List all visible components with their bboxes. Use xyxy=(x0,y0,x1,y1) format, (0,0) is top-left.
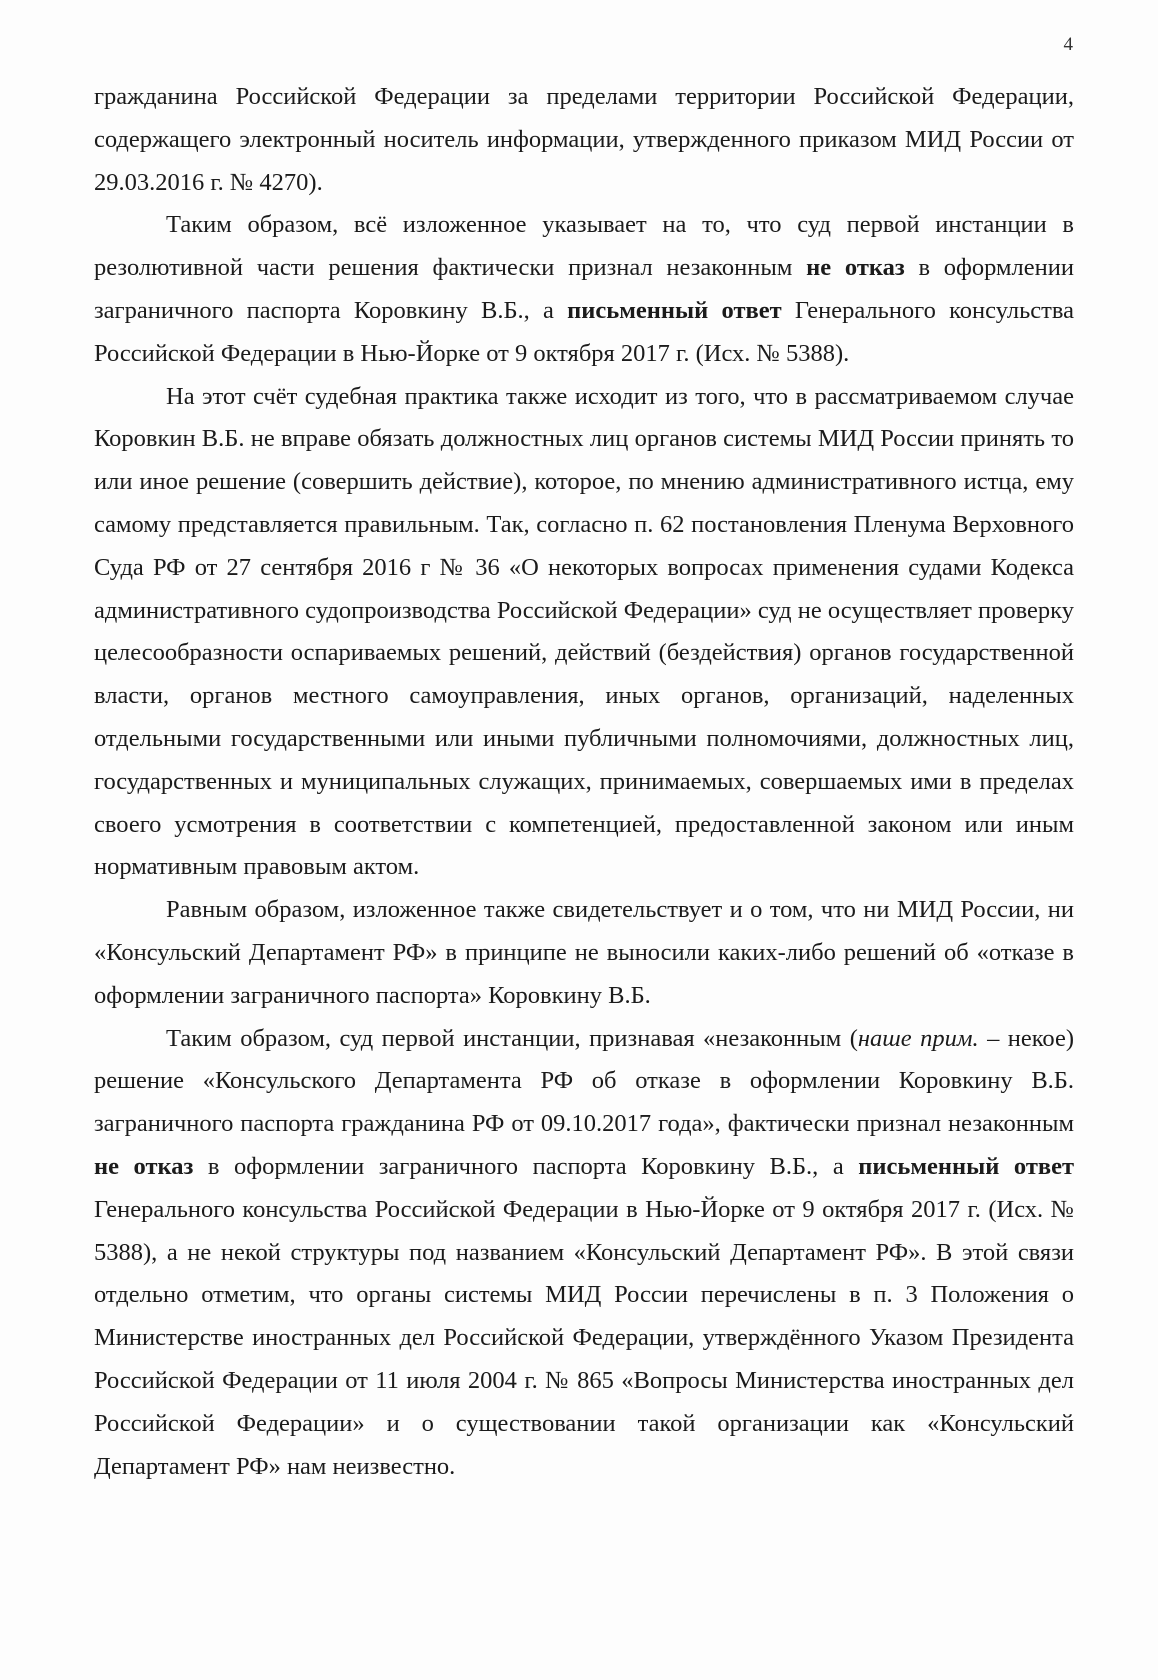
text-run: в оформлении заграничного паспорта Коровкину В.Б., а xyxy=(94,254,1074,324)
bold-phrase: письменный ответ xyxy=(858,1152,1074,1180)
paragraph-2 xyxy=(94,204,1074,375)
document-body xyxy=(94,76,1074,1488)
paragraph-3 xyxy=(94,376,1074,890)
text-run: Генерального консульства Российской Федерации в Нью-Йорке от 9 октября 2017 г. (Исх. № 5388), а не некой структуры под названием «Консульский Департамент РФ». В этой связи отдельно отметим, что органы системы МИД России перечислены в п. 3 Положения о Министерстве иностранных дел Российской Федерации, утверждённого Указом Президента Российской Федерации от 11 июля 2004 г. № 865 «Вопросы Министерства иностранных дел Российской Федерации» и о существовании такой организации как «Консульский Департамент РФ» нам неизвестно. xyxy=(94,1195,1074,1480)
text-run: Таким образом, всё изложенное указывает на то, что суд первой инстанции в резолютивной части решения фактически признал незаконным xyxy=(94,211,1074,282)
text-run: Таким образом, суд первой инстанции, признавая «незаконным ( xyxy=(166,1024,858,1052)
page-number: 4 xyxy=(1063,34,1073,55)
paragraph-4 xyxy=(94,889,1074,1017)
text-run: Равным образом, изложенное также свидетельствует и о том, что ни МИД России, ни «Консульский Департамент РФ» в принципе не выносили каких-либо решений об «отказе в оформлении заграничного паспорта» Коровкину В.Б. xyxy=(94,896,1074,1009)
bold-phrase: письменный ответ xyxy=(567,296,782,324)
paragraph-1 xyxy=(94,76,1074,204)
text-run: в оформлении заграничного паспорта Коровкину В.Б., а xyxy=(193,1152,859,1180)
italic-phrase: наше прим. xyxy=(857,1024,979,1052)
bold-phrase: не отказ xyxy=(94,1152,194,1180)
text-run: На этот счёт судебная практика также исходит из того, что в рассматриваемом случае Коровкин В.Б. не вправе обязать должностных лиц органов системы МИД России принять то или иное решение (совершить действие), которое, по мнению административного истца, ему самому представляется правильным. Так, согласно п. 62 постановления Пленума Верховного Суда РФ от 27 сентября 2016 г № 36 «О некоторых вопросах применения судами Кодекса административного судопроизводства Российской Федерации» суд не осуществляет проверку целесообразности оспариваемых решений, действий (бездействия) органов государственной власти, органов местного самоуправления, иных органов, организаций, наделенных отдельными государственными или иными публичными полномочиями, должностных лиц, государственных и муниципальных служащих, принимаемых, совершаемых ими в пределах своего усмотрения в соответствии с компетенцией, предоставленной законом или иным нормативным правовым актом. xyxy=(94,382,1074,881)
text-run: Генерального консульства Российской Федерации в Нью-Йорке от 9 октября 2017 г. (Исх. № 5388). xyxy=(94,296,1074,367)
text-run: – некое) решение «Консульского Департамента РФ об отказе в оформлении Коровкину В.Б. заграничного паспорта гражданина РФ от 09.10.2017 года», фактически признал незаконным xyxy=(94,1024,1074,1138)
text-run: гражданина Российской Федерации за пределами территории Российской Федерации, содержащего электронный носитель информации, утвержденного приказом МИД России от 29.03.2016 г. № 4270). xyxy=(94,83,1074,196)
paragraph-5 xyxy=(94,1018,1074,1489)
bold-phrase: не отказ xyxy=(806,254,905,282)
